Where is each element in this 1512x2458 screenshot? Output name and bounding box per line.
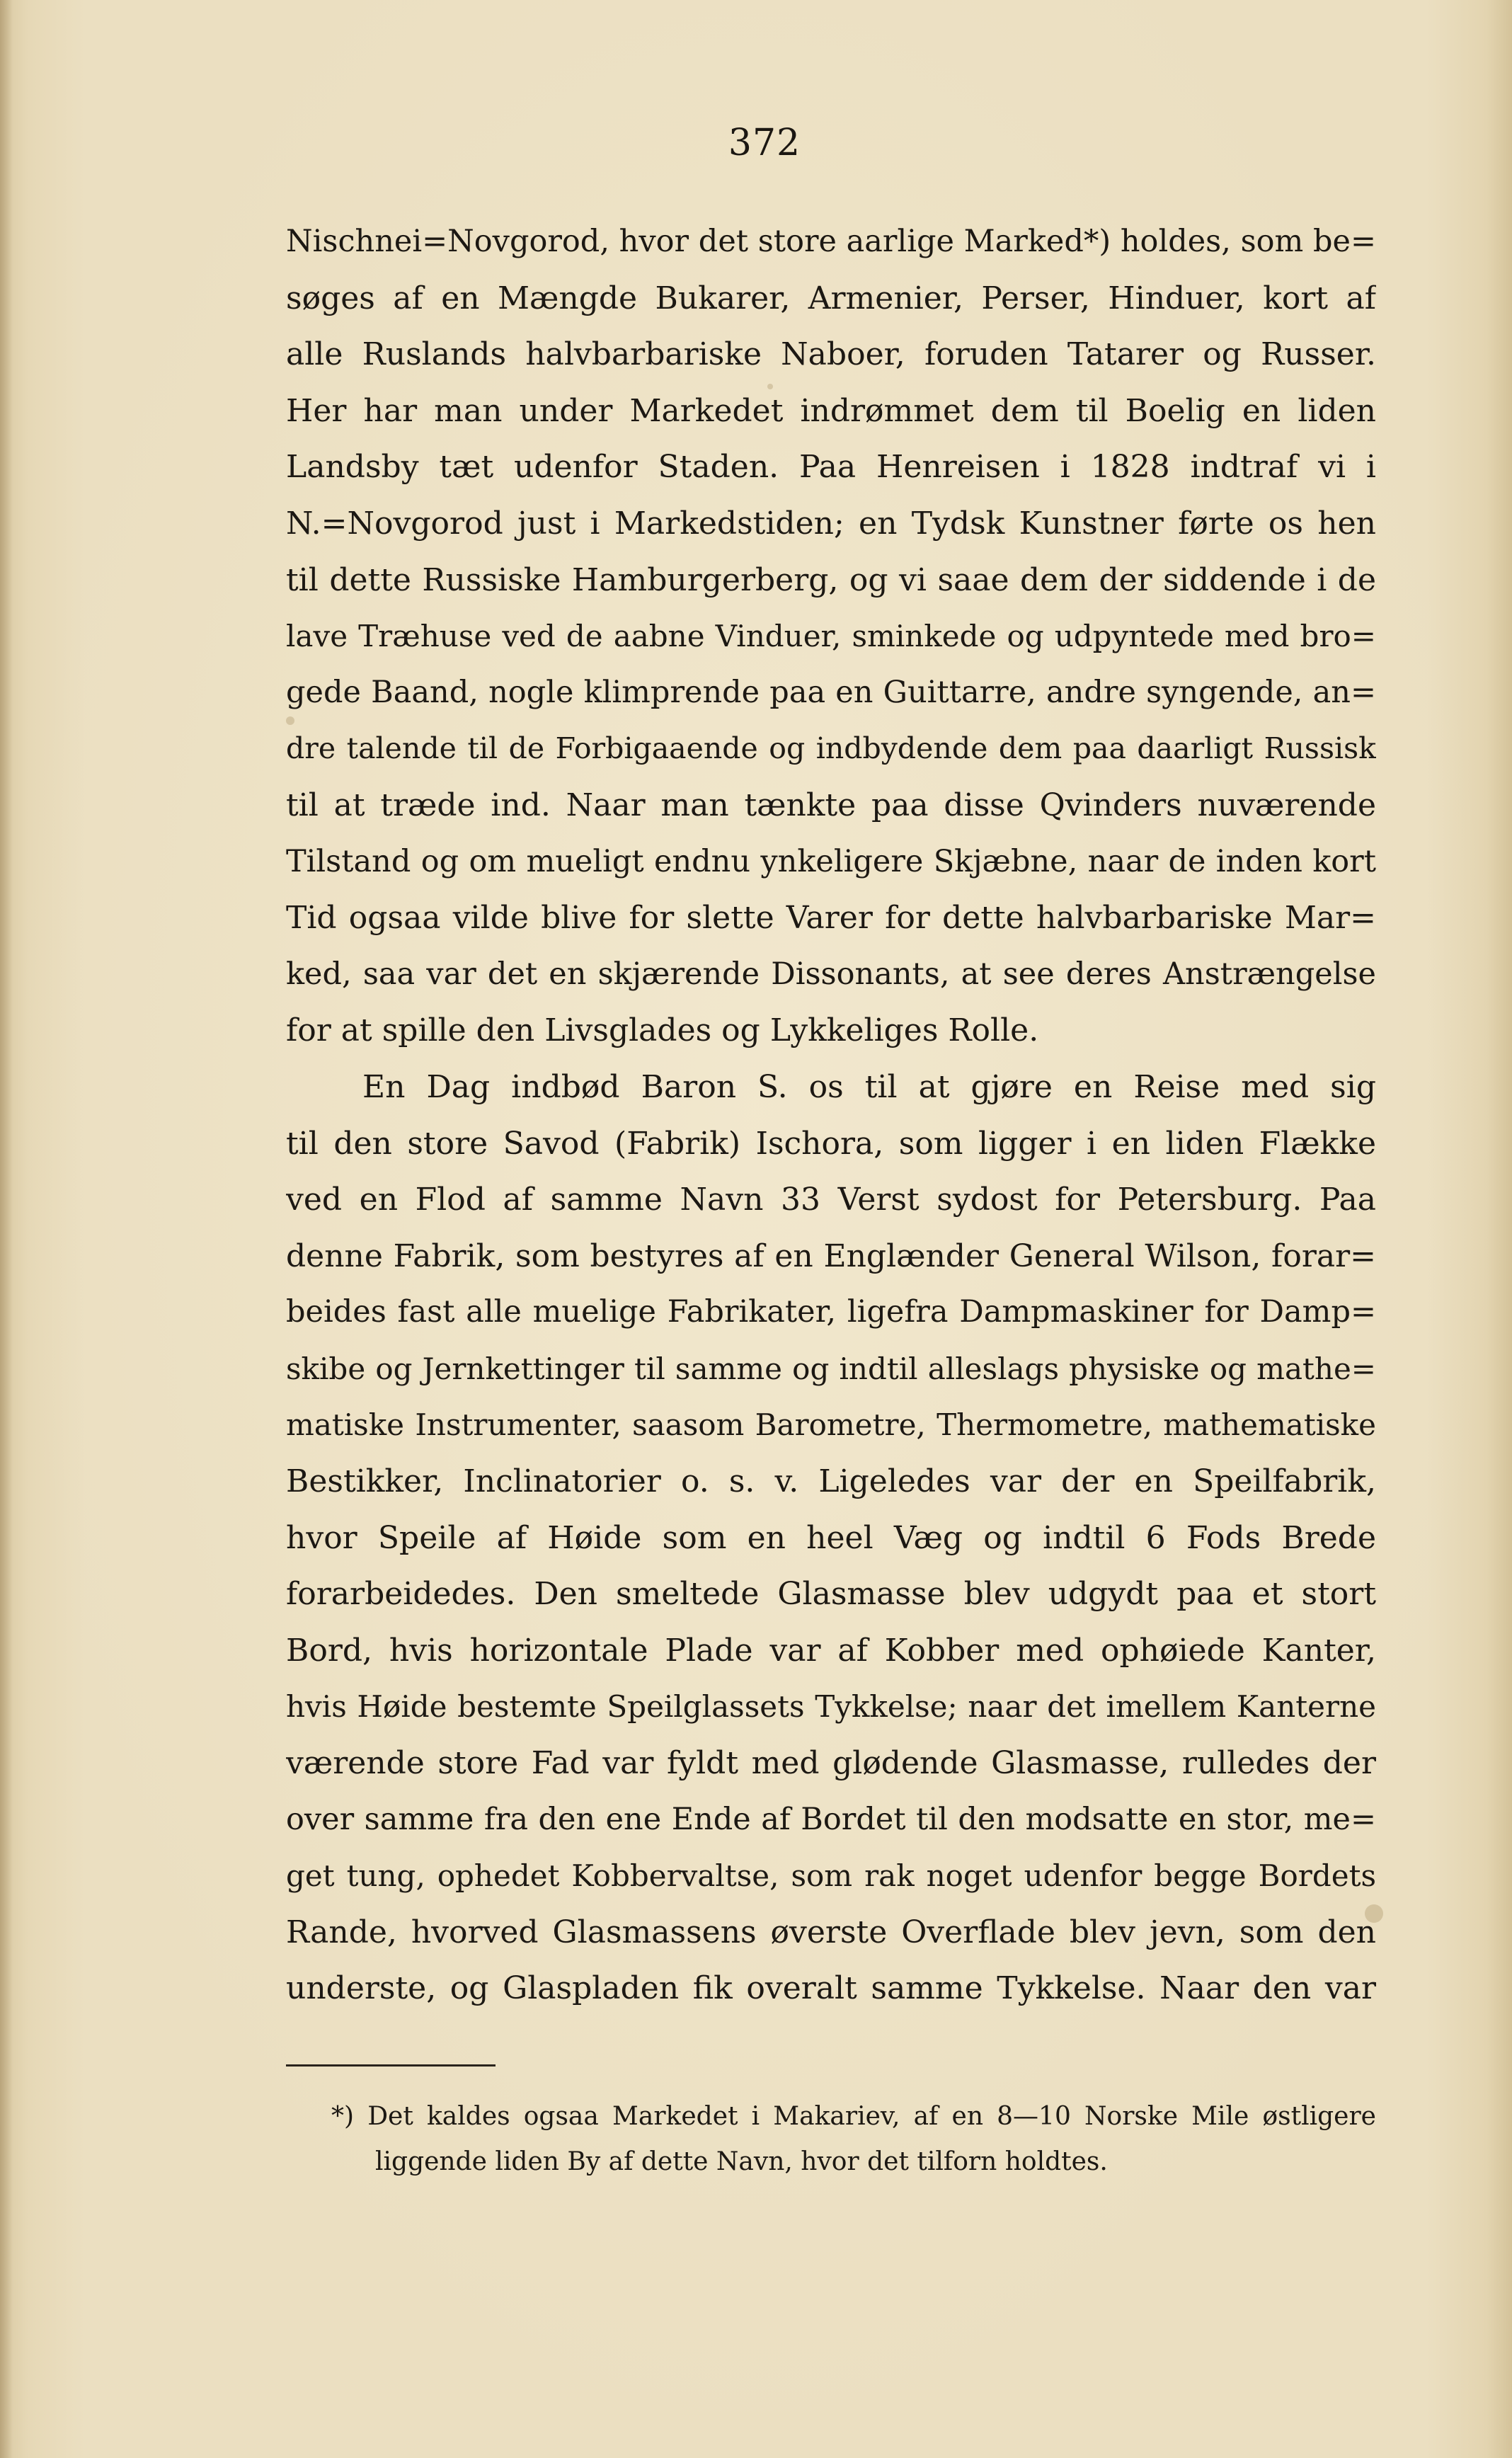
text-line: for at spille den Livsglades og Lykkeliges Rolle. (286, 1012, 1039, 1049)
text-line: lave Træhuse ved de aabne Vinduer, sminkede og udpyntede med bro= (286, 619, 1376, 654)
text-line: Rande, hvorved Glasmassens øverste Overflade blev jevn, som den (286, 1914, 1376, 1950)
text-line: En Dag indbød Baron S. os til at gjøre en Reise med sig (362, 1068, 1376, 1105)
text-line: skibe og Jernkettinger til samme og indtil alleslags physiske og mathe= (286, 1351, 1376, 1386)
paper-stain (767, 384, 773, 389)
footnote (331, 2094, 1376, 2185)
page-edge-shadow (0, 0, 13, 2458)
text-line: N.=Novgorod just i Markedstiden; en Tydsk Kunstner førte os hen (286, 505, 1376, 542)
footnote-divider (286, 2064, 496, 2067)
paper-stain (1365, 1904, 1383, 1923)
text-line: søges af en Mængde Bukarer, Armenier, Perser, Hinduer, kort af (286, 280, 1376, 316)
text-line: ved en Flod af samme Navn 33 Verst sydost for Petersburg. Paa (286, 1182, 1376, 1218)
text-line: Bestikker, Inclinatorier o. s. v. Ligeledes var der en Speilfabrik, (286, 1463, 1376, 1500)
footnote-line: *) Det kaldes ogsaa Markedet i Makariev, af en 8—10 Norske Mile østligere (331, 2102, 1376, 2131)
text-line: til dette Russiske Hamburgerberg, og vi saae dem der siddende i de (286, 561, 1376, 598)
text-line: Nischnei=Novgorod, hvor det store aarlige Marked*) holdes, som be= (286, 224, 1376, 259)
text-line: alle Ruslands halvbarbariske Naboer, foruden Tatarer og Russer. (286, 336, 1376, 373)
text-line: forarbeidedes. Den smeltede Glasmasse blev udgydt paa et stort (286, 1576, 1376, 1613)
footnote-line: liggende liden By af dette Navn, hvor det tilforn holdtes. (375, 2147, 1108, 2176)
text-line: til den store Savod (Fabrik) Ischora, som ligger i en liden Flække (286, 1125, 1376, 1162)
text-line: dre talende til de Forbigaaende og indbydende dem paa daarligt Russisk (286, 731, 1376, 766)
text-line: hvor Speile af Høide som en heel Væg og indtil 6 Fods Brede (286, 1519, 1376, 1556)
text-line: gede Baand, nogle klimprende paa en Guittarre, andre syngende, an= (286, 674, 1376, 710)
paper-stain (286, 716, 294, 725)
text-line: hvis Høide bestemte Speilglassets Tykkelse; naar det imellem Kanterne (286, 1689, 1376, 1725)
text-line: over samme fra den ene Ende af Bordet til den modsatte en stor, me= (286, 1801, 1376, 1837)
text-line: matiske Instrumenter, saasom Barometre, Thermometre, mathematiske (286, 1407, 1376, 1443)
text-line: værende store Fad var fyldt med glødende Glasmasse, rulledes der (286, 1745, 1376, 1782)
text-line: Tid ogsaa vilde blive for slette Varer for dette halvbarbariske Mar= (286, 900, 1376, 937)
text-line: Bord, hvis horizontale Plade var af Kobber med ophøiede Kanter, (286, 1632, 1376, 1669)
text-line: Tilstand og om mueligt endnu ynkeligere Skjæbne, naar de inden kort (286, 843, 1376, 879)
text-line: get tung, ophedet Kobbervaltse, som rak noget udenfor begge Bordets (286, 1858, 1376, 1894)
text-line: Her har man under Markedet indrømmet dem til Boelig en liden (286, 392, 1376, 429)
page-number: 372 (728, 122, 801, 164)
text-line: Landsby tæt udenfor Staden. Paa Henreisen i 1828 indtraf vi i (286, 449, 1376, 486)
text-line: beides fast alle muelige Fabrikater, ligefra Dampmaskiner for Damp= (286, 1294, 1376, 1330)
text-line: ked, saa var det en skjærende Dissonants, at see deres Anstrængelse (286, 956, 1376, 992)
text-line: til at træde ind. Naar man tænkte paa disse Qvinders nuværende (286, 787, 1376, 823)
text-line: denne Fabrik, som bestyres af en Englænder General Wilson, forar= (286, 1237, 1376, 1274)
text-line: underste, og Glaspladen fik overalt samme Tykkelse. Naar den var (286, 1970, 1376, 2007)
body-text (286, 214, 1376, 2017)
